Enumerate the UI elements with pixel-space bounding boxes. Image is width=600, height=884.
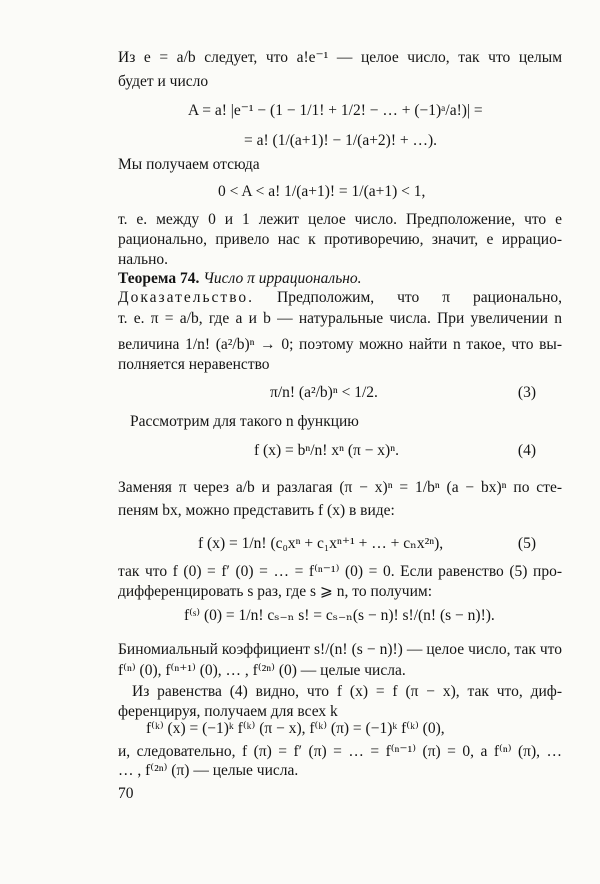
equation-4-number: (4) <box>517 442 536 459</box>
text-line-4: т. е. между 0 и 1 лежит целое число. Предположение, что e <box>118 211 562 228</box>
equation-A-line1: A = a! |e⁻¹ − (1 − 1/1! + 1/2! − … + (−1)ᵃ/a!)| = <box>188 102 483 119</box>
text-line-6: нально. <box>118 251 169 268</box>
text-line-12: Заменяя π через a/b и разлагая (π − x)ⁿ = 1/bⁿ (a − bx)ⁿ по сте- <box>118 479 562 496</box>
proof-line-1 <box>118 290 562 306</box>
text-line-10: полняется неравенство <box>118 356 270 373</box>
page-number: 70 <box>118 785 134 802</box>
text-line-5: рационально, привело нас к противоречию, значит, e иррацио- <box>118 231 562 248</box>
equation-7: f⁽ᵏ⁾ (x) = (−1)ᵏ f⁽ᵏ⁾ (π − x), f⁽ᵏ⁾ (π) = (−1)ᵏ f⁽ᵏ⁾ (0), <box>146 720 445 737</box>
text-line-16: Биномиальный коэффициент s!/(n! (s − n)!) — целое число, так что <box>118 641 562 658</box>
equation-4: f (x) = bⁿ/n! xⁿ (π − x)ⁿ. <box>254 442 399 459</box>
text-line-3: Мы получаем отсюда <box>118 156 260 173</box>
text-line-11: Рассмотрим для такого n функцию <box>130 413 359 430</box>
text-line-2: будет и число <box>118 73 209 90</box>
text-line-9: величина 1/n! (a²/b)ⁿ → 0; поэтому можно найти n такое, что вы- <box>118 336 562 353</box>
equation-6: f⁽ˢ⁾ (0) = 1/n! cₛ₋ₙ s! = cₛ₋ₙ(s − n)! s!/(n! (s − n)!). <box>184 607 495 624</box>
text-line-15: дифференцировать s раз, где s ⩾ n, то получим: <box>118 583 433 600</box>
equation-5: f (x) = 1/n! (c₀xⁿ + c₁xⁿ⁺¹ + … + cₙx²ⁿ), <box>198 535 444 552</box>
text-line-18: Из равенства (4) видно, что f (x) = f (π − x), так что, диф- <box>132 683 562 700</box>
text-line-13: пеням bx, можно представить f (x) в виде: <box>118 502 395 519</box>
theorem-statement: Число π иррационально. <box>203 270 362 287</box>
text-line-19: ференцируя, получаем для всех k <box>118 703 338 720</box>
text-line-21: … , f⁽²ⁿ⁾ (π) — целые числа. <box>118 762 299 779</box>
theorem-label: Теорема 74. <box>118 270 200 287</box>
equation-3-number: (3) <box>517 384 536 401</box>
proof-word: Доказательство. <box>118 289 255 306</box>
equation-B: 0 < A < a! 1/(a+1)! = 1/(a+1) < 1, <box>218 183 426 200</box>
proof-text: Предположим, что π рационально, <box>277 289 563 306</box>
text-line-20: и, следовательно, f (π) = f′ (π) = … = f⁽ⁿ⁻¹⁾ (π) = 0, а f⁽ⁿ⁾ (π), … <box>118 743 562 760</box>
equation-3: π/n! (a²/b)ⁿ < 1/2. <box>270 384 378 401</box>
theorem-heading <box>118 271 362 287</box>
text-line-8: т. е. π = a/b, где a и b — натуральные числа. При увеличении n <box>118 310 562 327</box>
text-line-17: f⁽ⁿ⁾ (0), f⁽ⁿ⁺¹⁾ (0), … , f⁽²ⁿ⁾ (0) — целые числа. <box>118 662 406 679</box>
text-line-1: Из e = a/b следует, что a!e⁻¹ — целое число, так что целым <box>118 49 562 66</box>
equation-5-number: (5) <box>517 535 536 552</box>
text-line-14: так что f (0) = f′ (0) = … = f⁽ⁿ⁻¹⁾ (0) = 0. Если равенство (5) про- <box>118 563 562 580</box>
equation-A-line2: = a! (1/(a+1)! − 1/(a+2)! + …). <box>244 132 438 149</box>
